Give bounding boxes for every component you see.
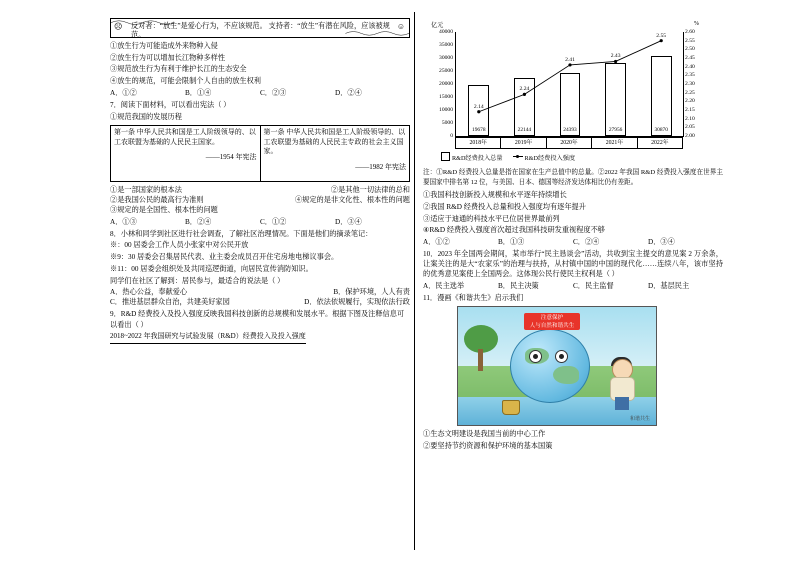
q7-answer-row	[110, 217, 410, 227]
chart-legend	[441, 152, 575, 162]
constitution-1954-source: ——1954 年宪法	[205, 153, 257, 162]
chart-category-row	[455, 137, 683, 149]
constitution-1982-text: 第一条 中华人民共和国是工人阶级领导的、以工农联盟为基础的人民民主专政的社会主义国家。	[263, 127, 406, 156]
q11-stem: 11．漫画《和谐共生》启示我们	[423, 294, 524, 303]
cartoon-sign-label: 注意保护 人与自然和谐共生	[529, 315, 575, 330]
q7-note-row-2	[110, 195, 410, 205]
tree-icon	[464, 325, 498, 371]
q10-choice-c: C．民主监督	[573, 282, 614, 291]
q6-option-3: ③规范放生行为有利于维护长江的生态安全	[110, 65, 247, 74]
chart-bar-value: 30870	[654, 127, 668, 133]
q7-choice-a: A．①③	[110, 217, 137, 226]
chart-line-value: 2.43	[610, 53, 621, 60]
constitution-1954-cell	[111, 125, 261, 181]
q11-option-2: ②要坚持节约资源和保护环境的基本国策	[423, 442, 553, 451]
q10-choice-a: A．民主选举	[423, 282, 465, 291]
chart-bar-value: 19678	[472, 127, 486, 133]
chart-ytick-right: 2.10	[685, 115, 695, 122]
chart-bar-value: 27956	[608, 127, 623, 133]
chart-ytick-right: 2.00	[685, 133, 695, 139]
q6-choice-b: B．①④	[185, 88, 212, 97]
legend-line-item	[513, 153, 576, 162]
table-row	[111, 125, 410, 181]
q8-note-1: ※：00 居委会工作人员小张家中对公民开放	[110, 241, 249, 250]
chart-ytick-right: 2.40	[685, 63, 695, 70]
q8-note-3: ※11：00 居委会组织处及共同巡逻街道，向居民宣传消防知识。	[110, 264, 313, 273]
left-column	[110, 18, 410, 346]
right-column	[423, 18, 723, 453]
chart-right-axis	[683, 32, 684, 136]
chart-category-label: 2021年	[591, 137, 636, 149]
q10-choice-b: B．民主决策	[498, 282, 539, 291]
q7-note-4: ④规定的是非文化性、根本性的问题	[294, 196, 410, 204]
chart-category-label: 2022年	[637, 137, 683, 149]
q7-choice-c: C．①②	[260, 217, 287, 226]
q10-answer-row	[423, 281, 723, 291]
q6-option-2: ②放生行为可以增加长江物种多样性	[110, 53, 226, 62]
chart-ytick-left: 30000	[439, 55, 453, 61]
q9-choice-d: D．③④	[648, 237, 675, 246]
chart-ytick-left: 0	[450, 133, 453, 139]
chart-ytick-right: 2.60	[685, 29, 695, 35]
q8-choice-a: A．热心公益，奉献爱心	[110, 288, 188, 297]
q7-choice-d: D．③④	[335, 217, 362, 226]
debate-banner-text: 反对者：“放生”是爱心行为，不应该规范。 支持者：“放生”有潜在风险，应该被规范。	[131, 22, 390, 40]
q9-option-3: ③适应于迪通的科技水平已位居世界最前列	[423, 214, 560, 223]
bucket-icon	[502, 400, 520, 415]
q6-choice-c: C．②③	[260, 88, 287, 97]
chart-line-value: 2.24	[519, 86, 530, 93]
globe-eye-left	[529, 350, 542, 363]
q7-note-5: ③规定的是全国性、根本性的问题	[110, 206, 218, 214]
chart-ytick-right: 2.30	[685, 81, 695, 87]
q11-option-1: ①生态文明建设是我国当前的中心工作	[423, 430, 546, 439]
cartoon-badge: 和谐共生	[629, 417, 650, 423]
chart-ytick-right: 2.35	[685, 72, 695, 79]
rd-expenditure-chart	[423, 18, 715, 166]
legend-bar-label: R&D经费投入总量	[452, 155, 503, 162]
chart-plot-area	[455, 32, 684, 137]
chart-line-value: 2.55	[656, 32, 667, 39]
chart-ylabel-left: 亿元	[431, 22, 444, 29]
chart-ytick-right: 2.50	[685, 46, 695, 53]
q8-note-2: ※9：30 居委会召集居民代表、业主委会成员召开住宅房地电梯议事会。	[110, 253, 339, 262]
q9-stem: 9．R&D 经费投入及投入强度反映我国科技创新的总规模和发展水平。根据下图及注释信息可以看出（ ）	[110, 310, 405, 329]
q8-choice-b: B．保护环境，人人有责	[333, 288, 410, 297]
column-divider	[414, 12, 415, 550]
q8-answer-row-1	[110, 287, 410, 297]
chart-ytick-right: 2.55	[685, 37, 695, 44]
q6-option-1: ①放生行为可能造成外来物种入侵	[110, 42, 218, 50]
q9-option-1: ①我国科技创新投入规模和水平逐年持续增长	[423, 191, 567, 200]
chart-category-label: 2019年	[500, 137, 545, 149]
chart-footnote: 注：①R&D 经费投入总量是指在国家在生产总值中的总量。②2022 年我国 R&D 经费投入强度在世界主要国家中排名第 12 位，与美国、日本、德国等经济发达体相比仍有差距。	[423, 169, 723, 186]
q9-choice-c: C．②④	[573, 237, 600, 246]
chart-line-value: 2.14	[473, 103, 484, 110]
chart-ytick-right: 2.25	[685, 89, 695, 96]
q7-note-row-1	[110, 185, 410, 195]
q8-choice-d: D．依法依规履行，实现依法行政	[304, 298, 410, 307]
q8-answer-row-2	[110, 297, 410, 307]
earth-globe-icon	[510, 329, 590, 403]
debate-banner	[110, 18, 410, 38]
q9-option-4: ④R&D 经费投入强度首次超过我国科技研发重视程度不够	[423, 226, 605, 235]
q9-choice-b: B．①③	[498, 237, 525, 246]
constitution-1982-source: ——1982 年宪法	[355, 163, 406, 172]
chart-ytick-right: 2.15	[685, 107, 695, 113]
q7-choice-b: B．②④	[185, 217, 212, 226]
harmony-cartoon-illustration	[457, 306, 657, 426]
q7-note-2: ②是其他一切法律的总和	[330, 186, 410, 194]
q9-choice-a: A．①②	[423, 237, 450, 246]
q8-choice-c: C．推进基层群众自治，共建美好家园	[110, 298, 230, 307]
q9-option-2: ②我国 R&D 经费投入总量和投入强度均有逐年提升	[423, 202, 586, 211]
chart-ytick-right: 2.20	[685, 98, 695, 105]
constitution-comparison-table	[110, 125, 410, 182]
q7-sub: ①规范我国的发展历程	[110, 112, 182, 121]
q6-choice-d: D．②④	[335, 88, 362, 97]
q8-stem: 8．小林和同学到社区进行社会调查，了解社区治理情况。下面是他们的摘录笔记：	[110, 229, 373, 238]
globe-eye-right	[555, 350, 568, 363]
chart-ytick-left: 25000	[439, 68, 453, 74]
chart-ytick-left: 40000	[439, 29, 453, 35]
chart-line-series	[456, 32, 684, 136]
chart-ytick-right: 2.45	[685, 55, 695, 61]
chart-ytick-left: 15000	[439, 94, 453, 100]
chart-ylabel-right: %	[693, 20, 699, 27]
chart-category-label: 2020年	[546, 137, 591, 149]
constitution-1982-cell	[260, 125, 410, 181]
q6-choice-a: A．①②	[110, 88, 137, 97]
q7-note-1: ①是一部国家的根本法	[110, 186, 182, 194]
frown-icon: ☹	[114, 22, 123, 31]
cartoon-sign-text	[524, 313, 580, 330]
chart-ytick-left: 35000	[439, 42, 453, 48]
q10-choice-d: D．基层民主	[648, 282, 690, 291]
smile-icon: ☺	[396, 22, 405, 31]
chart-ytick-left: 5000	[441, 120, 453, 126]
q10-stem: 10．2023 年全国两会期间，某市举行“民主恳谈会”活动，共收到宝主提交的意见案 2 万余条，让案关注的是大“农家乐”的治理与扶持，从村镇中国的中国的现代化……连续八年，该市坚持的优秀意见案使上全国两会。这体现公民行使民主权利是（ ）	[423, 249, 723, 279]
chart-line-value: 2.41	[565, 56, 575, 63]
q7-note-3: ②是我国公民的最高行为准则	[110, 196, 204, 204]
chart-bar-value: 24393	[563, 127, 577, 133]
q8-tail: 同学们在社区了解到：居民参与，最适合的说法是（ ）	[110, 276, 285, 285]
chart-ytick-left: 10000	[439, 107, 453, 113]
chart-bar-value: 22144	[517, 127, 532, 133]
boy-figure	[606, 359, 640, 411]
legend-bar-item	[441, 152, 503, 162]
legend-line-label: R&D经费投入强度	[524, 154, 576, 162]
chart-title: 2018~2022 年我国研究与试验发展（R&D）经费投入及投入强度	[110, 332, 410, 344]
chart-ytick-right: 2.05	[685, 124, 695, 131]
chart-category-label: 2018年	[455, 137, 500, 149]
q6-option-4: ④放生的规范，可能会限制个人自由的放生权利	[110, 77, 261, 86]
constitution-1954-text: 第一条 中华人民共和国是工人阶级领导的、以工农联盟为基础的人民民主国家。	[114, 127, 256, 146]
q7-stem: 7．阅读下面材料，可以看出宪法（ ）	[110, 100, 231, 109]
q6-answer-row	[110, 88, 410, 98]
q9-answer-row	[423, 237, 723, 247]
chart-ytick-left: 20000	[439, 81, 453, 87]
